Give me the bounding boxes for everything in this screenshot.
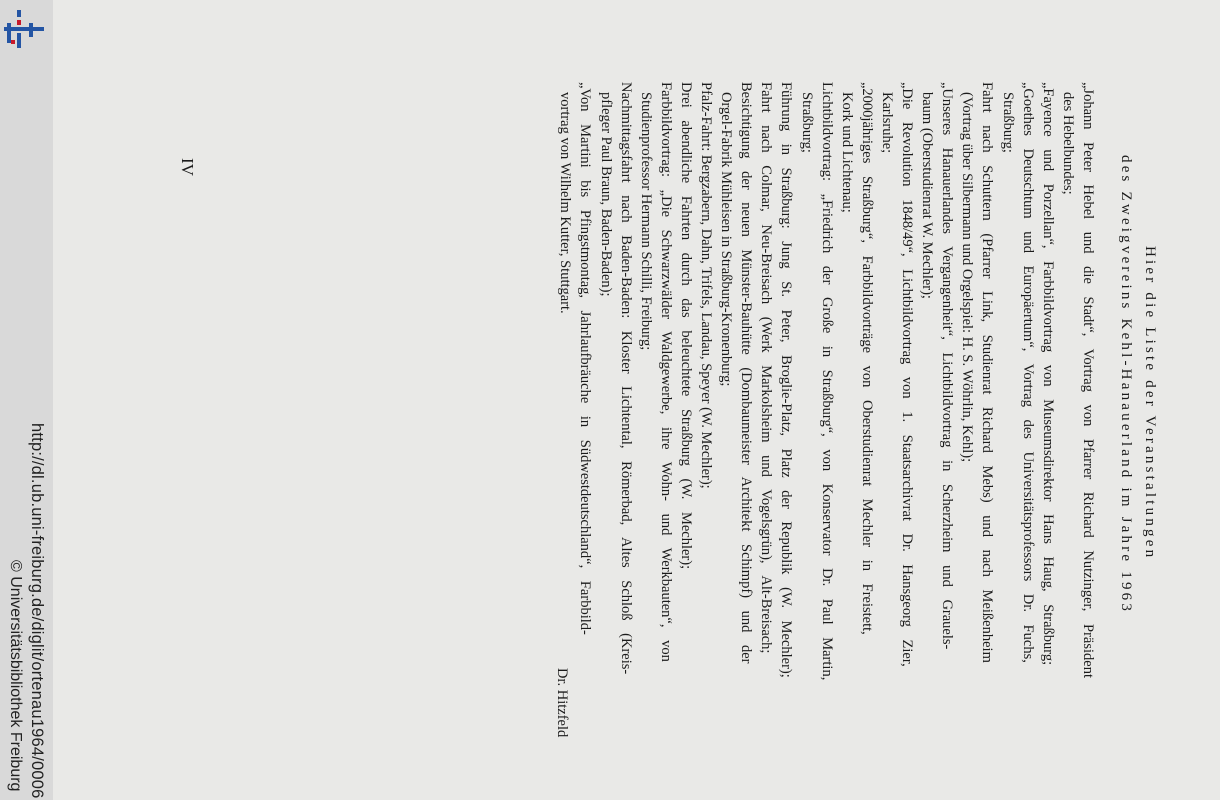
event-line: Kork und Lichtenau; (838, 92, 855, 213)
event-line: „Unseres Hanauerlandes Vergangenheit“, Lichtbildvortrag in Scherzheim und Grauels- (939, 82, 956, 650)
event-line: Besichtigung der neuen Münster-Bauhütte (Dombaumeister Architekt Schimpf) und der (738, 82, 755, 664)
source-url[interactable]: http://dl.ub.uni-freiburg.de/diglit/ortenau1964/0006 (28, 423, 46, 799)
event-line: „Die Revolution 1848/49“, Lichtbildvortrag von 1. Staatsarchivrat Dr. Hansgeorg Zier, (899, 82, 916, 667)
event-line: „Johann Peter Hebel und die Stadt“, Vortrag von Pfarrer Richard Nutzinger, Präsident (1080, 82, 1096, 678)
event-line: Lichtbildvortrag: „Friedrich der Große in Straßburg“, von Konservator Dr. Paul Martin, (818, 82, 835, 681)
event-line: vortrag von Wilhelm Kutter, Stuttgart. (557, 92, 574, 314)
event-line: Straßburg; (999, 92, 1016, 153)
signature: Dr. Hitzfeld (554, 668, 570, 738)
event-line: Orgel-Fabrik Mühleisen in Straßburg-Kronenburg; (718, 92, 735, 387)
event-line: pfleger Paul Braun, Baden-Baden); (597, 92, 614, 297)
event-line: Pfalz-Fahrt: Bergzabern, Dahn, Trifels, Landau, Speyer (W. Mechler); (698, 82, 715, 489)
event-line: (Vortrag über Silbermann und Orgelspiel: H. S. Wöhrlin, Kehl); (959, 92, 976, 463)
event-line: Straßburg; (798, 92, 815, 153)
event-line: „2000jähriges Straßburg“, Farbbildvorträge von Oberstudienrat Mechler in Freistett, (858, 82, 875, 635)
list-title: Hier die Liste der Veranstaltungen (1142, 246, 1158, 561)
event-line: Farbbildvortrag: „Die Schwarzwälder Waldgewerbe, ihre Wohn- und Werkbauten“, von (657, 82, 674, 662)
event-line: „Von Martini bis Pfingstmontag, Jahrlaufbräuche in Südwestdeutschland“, Farbbild- (577, 82, 594, 635)
event-line: Drei abendliche Fahrten durch das beleuchtete Straßburg (W. Mechler); (678, 82, 694, 570)
event-line: Fahrt nach Colmar, Neu-Breisach (Werk Markolsheim und Vogelsgrün), Alt-Breisach; (758, 82, 775, 654)
page-number: IV (178, 158, 197, 176)
page-content (97, 0, 1177, 800)
event-line: des Hebelbundes; (1059, 92, 1076, 195)
event-line: Führung in Straßburg: Jung St. Peter, Broglie-Platz, Platz der Republik (W. Mechler); (778, 82, 795, 678)
scanned-page (53, 0, 1220, 800)
viewer-sidebar (0, 0, 53, 800)
event-line: baum (Oberstudienrat W. Mechler); (919, 92, 936, 299)
event-line: Nachmittagsfahrt nach Baden-Baden: Kloster Lichtental, Römerbad, Altes Schloß (Kreis- (617, 82, 634, 675)
list-subtitle: des Zweigvereins Kehl-Hanauerland im Jahre 1963 (1118, 155, 1134, 615)
event-line: „Goethes Deutschtum und Europäertum“, Vortrag des Universitätsprofessors Dr. Fuchs, (1019, 82, 1036, 663)
event-line: Studienprofessor Hermann Schilli, Freiburg; (637, 92, 654, 351)
copyright-notice: © Universitätsbibliothek Freiburg (7, 560, 24, 792)
event-line: Fahrt nach Schuttern (Pfarrer Link, Studienrat Richard Mebs) und nach Meißenheim (979, 82, 996, 663)
event-line: Karlsruhe; (879, 92, 895, 154)
event-line: „Fayence und Porzellan“, Farbbildvortrag von Museumsdirektor Hans Haug, Straßburg; (1039, 82, 1056, 666)
